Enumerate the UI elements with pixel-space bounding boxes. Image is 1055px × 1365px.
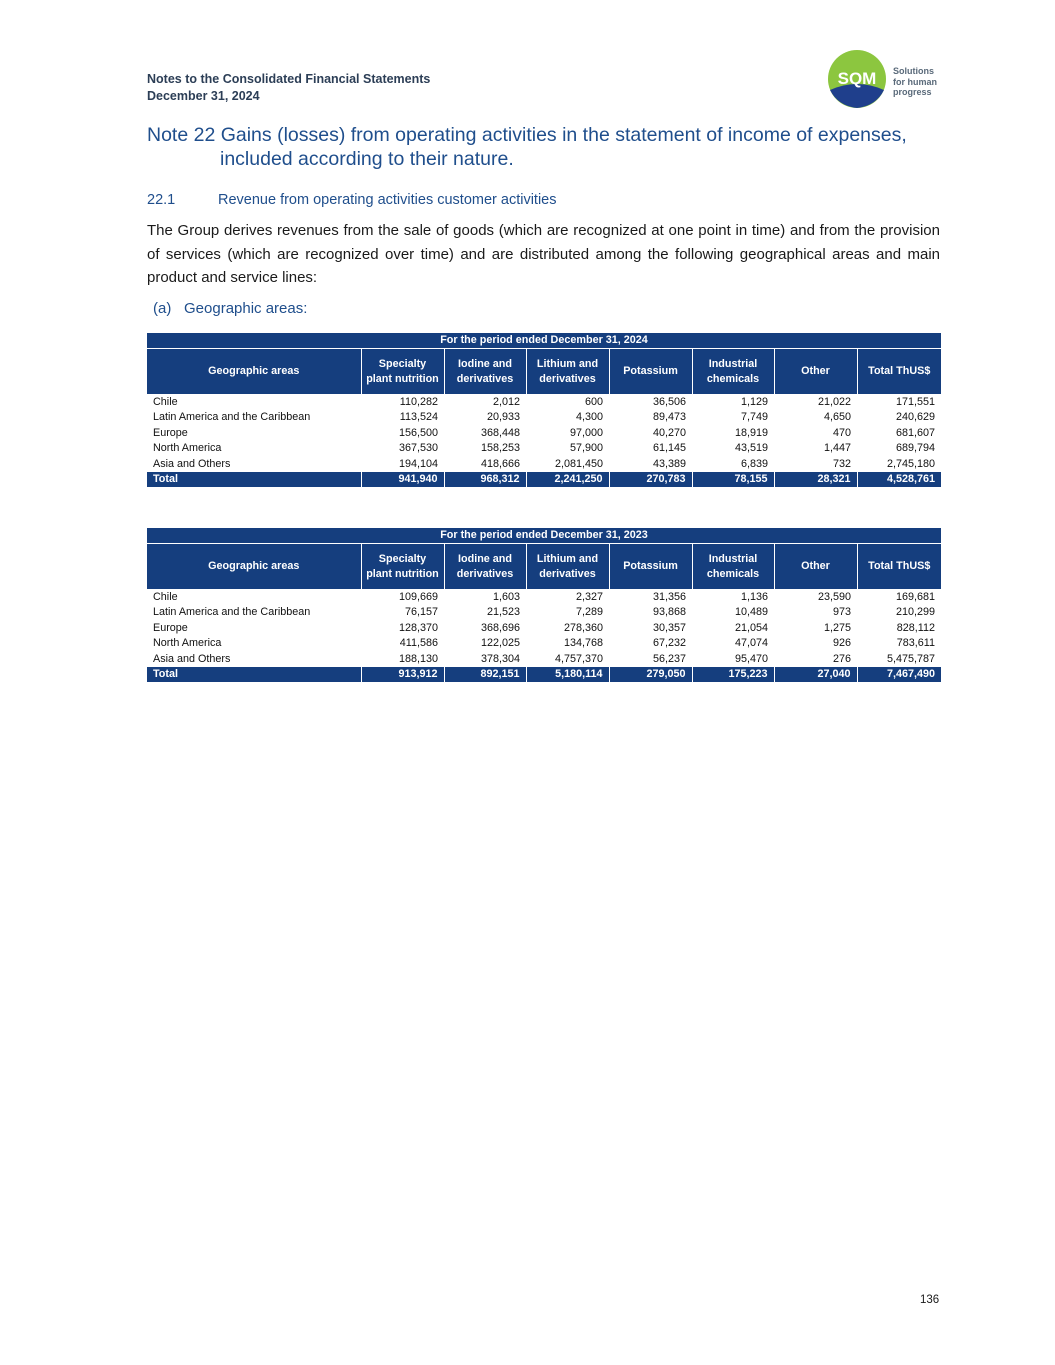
- cell-value: 134,768: [563, 637, 603, 650]
- cell-value: 21,523: [486, 606, 520, 619]
- table-total-row: [147, 472, 941, 488]
- cell-value: 169,681: [895, 590, 935, 603]
- cell-total-value: 27,040: [774, 667, 857, 683]
- section-title: Revenue from operating activities customer activities: [218, 192, 557, 208]
- cell-value: 43,519: [734, 442, 768, 455]
- cell-value: 368,448: [480, 426, 520, 439]
- cell-value: 40,270: [652, 426, 686, 439]
- cell-value: 7,749: [740, 411, 768, 424]
- logo-tagline-3: progress: [893, 87, 932, 97]
- cell-total-label: Total: [147, 472, 361, 488]
- cell-value: 194,104: [398, 457, 438, 470]
- logo-tagline-2: for human: [893, 76, 937, 87]
- cell-value: 89,473: [652, 411, 686, 424]
- col-header-industrial-chemicals: Industrial chemicals: [692, 349, 774, 395]
- cell-area: Asia and Others: [153, 457, 231, 470]
- cell-area: Latin America and the Caribbean: [153, 606, 311, 619]
- cell-value: 47,074: [734, 637, 768, 650]
- cell-value: 113,524: [399, 411, 438, 424]
- cell-value: 276: [832, 652, 851, 665]
- cell-value: 128,370: [398, 621, 438, 634]
- table-row: [147, 651, 941, 667]
- cell-value: 110,282: [399, 395, 438, 408]
- table-row: [147, 425, 941, 441]
- cell-total-value: 78,155: [692, 472, 774, 488]
- cell-value: 10,489: [734, 606, 768, 619]
- cell-value: 56,237: [652, 652, 686, 665]
- cell-value: 36,506: [652, 395, 686, 408]
- cell-value: 240,629: [895, 411, 935, 424]
- body-paragraph: The Group derives revenues from the sale of goods (which are recognized at one point in time) and from the provision of services (which are recognized over time) and are distributed among the following geographical areas and main product and service lines:: [147, 222, 940, 286]
- subsection-label: (a): [153, 300, 172, 317]
- subsection-heading: [153, 300, 307, 317]
- cell-value: 1,136: [740, 590, 768, 603]
- cell-value: 76,157: [404, 606, 438, 619]
- cell-total-value: 5,180,114: [526, 667, 609, 683]
- cell-value: 122,025: [480, 637, 520, 650]
- table-row: [147, 620, 941, 636]
- cell-value: 67,232: [652, 637, 686, 650]
- col-header-total: Total ThUS$: [857, 349, 941, 395]
- sqm-logo-mark: [826, 48, 892, 110]
- table-row: [147, 441, 941, 457]
- cell-area: Chile: [153, 395, 178, 408]
- col-header-total: Total ThUS$: [857, 544, 941, 590]
- cell-total-label: Total: [147, 667, 361, 683]
- cell-value: 1,129: [740, 395, 768, 408]
- cell-total-value: 279,050: [609, 667, 692, 683]
- cell-value: 681,607: [895, 426, 935, 439]
- cell-value: 4,650: [823, 411, 851, 424]
- cell-area: Chile: [153, 590, 178, 603]
- cell-value: 20,933: [486, 411, 520, 424]
- note-title-line-1: Note 22 Gains (losses) from operating activities in the statement of income of expenses,: [147, 124, 907, 146]
- cell-value: 93,868: [652, 606, 686, 619]
- cell-value: 210,299: [895, 606, 935, 619]
- col-header-lithium: Lithium and derivatives: [526, 349, 609, 395]
- col-header-specialty-plant-nutrition: Specialty plant nutrition: [361, 544, 444, 590]
- table-row: [147, 456, 941, 472]
- document-header: [147, 71, 430, 105]
- cell-value: 158,253: [480, 442, 520, 455]
- cell-area: North America: [153, 442, 222, 455]
- table-period-header: For the period ended December 31, 2024: [147, 333, 941, 349]
- col-header-potassium: Potassium: [609, 349, 692, 395]
- cell-value: 109,669: [398, 590, 438, 603]
- cell-value: 418,666: [480, 457, 520, 470]
- cell-value: 1,275: [823, 621, 851, 634]
- cell-total-value: 2,241,250: [526, 472, 609, 488]
- cell-value: 30,357: [652, 621, 686, 634]
- cell-area: North America: [153, 637, 222, 650]
- cell-value: 278,360: [563, 621, 603, 634]
- geographic-areas-table-2023: [147, 528, 941, 682]
- cell-value: 21,054: [734, 621, 768, 634]
- note-title-line-2: included according to their nature.: [220, 148, 514, 170]
- cell-total-value: 913,912: [361, 667, 444, 683]
- col-header-specialty-plant-nutrition: Specialty plant nutrition: [361, 349, 444, 395]
- cell-value: 367,530: [398, 442, 438, 455]
- cell-value: 43,389: [652, 457, 686, 470]
- cell-value: 732: [832, 457, 851, 470]
- cell-value: 31,356: [652, 590, 686, 603]
- table-row: [147, 589, 941, 605]
- col-header-iodine: Iodine and derivatives: [444, 349, 526, 395]
- cell-value: 4,757,370: [554, 652, 603, 665]
- cell-value: 7,289: [575, 606, 603, 619]
- cell-total-value: 28,321: [774, 472, 857, 488]
- cell-total-value: 4,528,761: [857, 472, 941, 488]
- cell-area: Europe: [153, 621, 188, 634]
- cell-value: 1,447: [823, 442, 851, 455]
- note-title: [147, 123, 937, 171]
- cell-total-value: 968,312: [444, 472, 526, 488]
- cell-value: 97,000: [569, 426, 603, 439]
- cell-value: 600: [584, 395, 603, 408]
- cell-total-value: 270,783: [609, 472, 692, 488]
- cell-value: 2,745,180: [886, 457, 935, 470]
- table-row: [147, 605, 941, 621]
- cell-total-value: 941,940: [361, 472, 444, 488]
- cell-total-value: 175,223: [692, 667, 774, 683]
- cell-value: 411,586: [399, 637, 438, 650]
- cell-value: 783,611: [896, 637, 935, 650]
- cell-value: 2,012: [492, 395, 520, 408]
- cell-total-value: 7,467,490: [857, 667, 941, 683]
- cell-area: Europe: [153, 426, 188, 439]
- cell-value: 2,081,450: [554, 457, 603, 470]
- cell-total-value: 892,151: [444, 667, 526, 683]
- col-header-industrial-chemicals: Industrial chemicals: [692, 544, 774, 590]
- cell-value: 2,327: [575, 590, 603, 603]
- section-heading: [147, 192, 556, 208]
- header-line-2: December 31, 2024: [147, 89, 260, 103]
- logo-tagline: [893, 66, 937, 98]
- cell-value: 171,551: [895, 395, 935, 408]
- cell-value: 156,500: [398, 426, 438, 439]
- col-header-potassium: Potassium: [609, 544, 692, 590]
- col-header-geographic-areas: Geographic areas: [147, 544, 361, 590]
- cell-value: 378,304: [480, 652, 520, 665]
- geographic-areas-table-2024: [147, 333, 941, 487]
- cell-value: 21,022: [817, 395, 851, 408]
- logo-tagline-1: Solutions: [893, 66, 934, 76]
- cell-value: 470: [832, 426, 851, 439]
- header-line-1: Notes to the Consolidated Financial Statements: [147, 72, 431, 86]
- cell-value: 926: [832, 637, 851, 650]
- cell-value: 1,603: [492, 590, 520, 603]
- table-total-row: [147, 667, 941, 683]
- cell-value: 5,475,787: [886, 652, 935, 665]
- cell-value: 6,839: [740, 457, 768, 470]
- cell-value: 4,300: [575, 411, 603, 424]
- subsection-title: Geographic areas:: [184, 300, 308, 317]
- cell-value: 95,470: [734, 652, 768, 665]
- cell-value: 828,112: [896, 621, 935, 634]
- col-header-other: Other: [774, 349, 857, 395]
- cell-area: Asia and Others: [153, 652, 231, 665]
- section-number: 22.1: [147, 192, 176, 208]
- page-number: 136: [920, 1294, 940, 1306]
- table-row: [147, 410, 941, 426]
- col-header-geographic-areas: Geographic areas: [147, 349, 361, 395]
- col-header-other: Other: [774, 544, 857, 590]
- cell-value: 23,590: [817, 590, 851, 603]
- logo-brand-text: SQM: [837, 69, 877, 88]
- cell-value: 18,919: [734, 426, 768, 439]
- cell-value: 57,900: [569, 442, 603, 455]
- col-header-iodine: Iodine and derivatives: [444, 544, 526, 590]
- table-row: [147, 394, 941, 410]
- cell-value: 689,794: [895, 442, 935, 455]
- cell-value: 188,130: [398, 652, 438, 665]
- cell-area: Latin America and the Caribbean: [153, 411, 311, 424]
- table-row: [147, 636, 941, 652]
- cell-value: 61,145: [652, 442, 686, 455]
- cell-value: 973: [832, 606, 851, 619]
- col-header-lithium: Lithium and derivatives: [526, 544, 609, 590]
- table-period-header: For the period ended December 31, 2023: [147, 528, 941, 544]
- cell-value: 368,696: [480, 621, 520, 634]
